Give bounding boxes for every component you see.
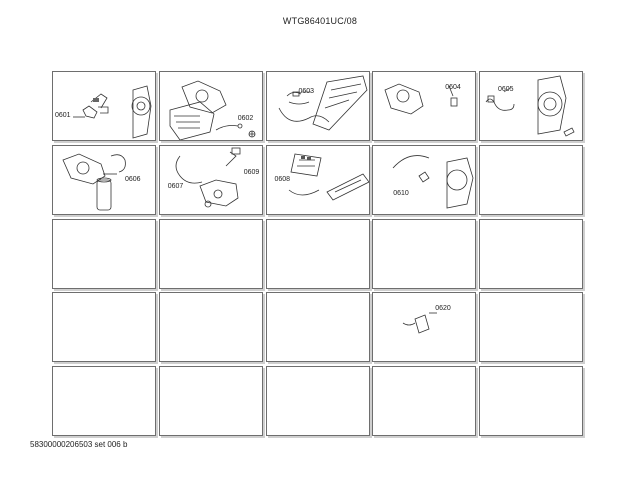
diagram-cell-0608[interactable] [266, 145, 370, 215]
diagram-cell-0602[interactable] [159, 71, 263, 141]
part-label-0607: 0607 [167, 182, 184, 190]
wire-and-valve-drawing [160, 146, 263, 215]
part-label-0604: 0604 [445, 84, 461, 91]
part-label-0609: 0609 [243, 168, 260, 176]
part-label-0608: 0608 [274, 175, 291, 183]
diagram-cell-empty-10 [479, 145, 583, 215]
diagram-cell-0610[interactable] [372, 145, 476, 215]
diagram-cell-empty-14 [372, 219, 476, 289]
part-label-0610: 0610 [393, 189, 409, 197]
diagram-cell-empty-16 [52, 292, 156, 362]
page-title: WTG86401UC/08 [282, 16, 358, 26]
diagram-cell-empty-20 [479, 292, 583, 362]
motor-and-wire-drawing [160, 72, 263, 141]
seal-and-clip-drawing [373, 146, 476, 215]
door-seal-and-sensor-drawing [480, 72, 583, 141]
diagram-cell-empty-21 [52, 366, 156, 436]
part-label-0605: 0605 [498, 86, 514, 93]
part-label-0606: 0606 [125, 175, 141, 183]
wiring-harness-drawing [267, 72, 370, 141]
diagram-cell-empty-12 [159, 219, 263, 289]
part-label-0620: 0620 [435, 305, 451, 313]
part-label-0603: 0603 [298, 88, 315, 95]
diagram-cell-empty-25 [479, 366, 583, 436]
part-label-0601: 0601 [55, 112, 71, 119]
diagram-cell-0606[interactable] [52, 145, 156, 215]
diagram-cell-empty-11 [52, 219, 156, 289]
diagram-cell-0607-0609[interactable] [159, 145, 263, 215]
diagram-cell-empty-24 [372, 366, 476, 436]
motor-sensor-drawing [373, 72, 476, 141]
diagram-cell-0604-0605[interactable] [372, 71, 476, 141]
motor-bracket-drawing [53, 72, 156, 141]
diagram-cell-0620[interactable] [372, 292, 476, 362]
document-id: 58300000206503 set 006 b [30, 440, 128, 449]
diagram-cell-empty-13 [266, 219, 370, 289]
part-label-0602: 0602 [237, 115, 254, 122]
diagram-cell-empty-15 [479, 219, 583, 289]
diagram-cell-empty-18 [266, 292, 370, 362]
parts-grid [52, 71, 583, 440]
diagram-cell-0601[interactable] [52, 71, 156, 141]
sensor-module-drawing [373, 293, 476, 362]
diagram-cell-empty-22 [159, 366, 263, 436]
diagram-cell-empty-17 [159, 292, 263, 362]
diagram-cell-0603[interactable] [266, 71, 370, 141]
diagram-cell-empty-23 [266, 366, 370, 436]
diagram-cell-0605[interactable] [479, 71, 583, 141]
